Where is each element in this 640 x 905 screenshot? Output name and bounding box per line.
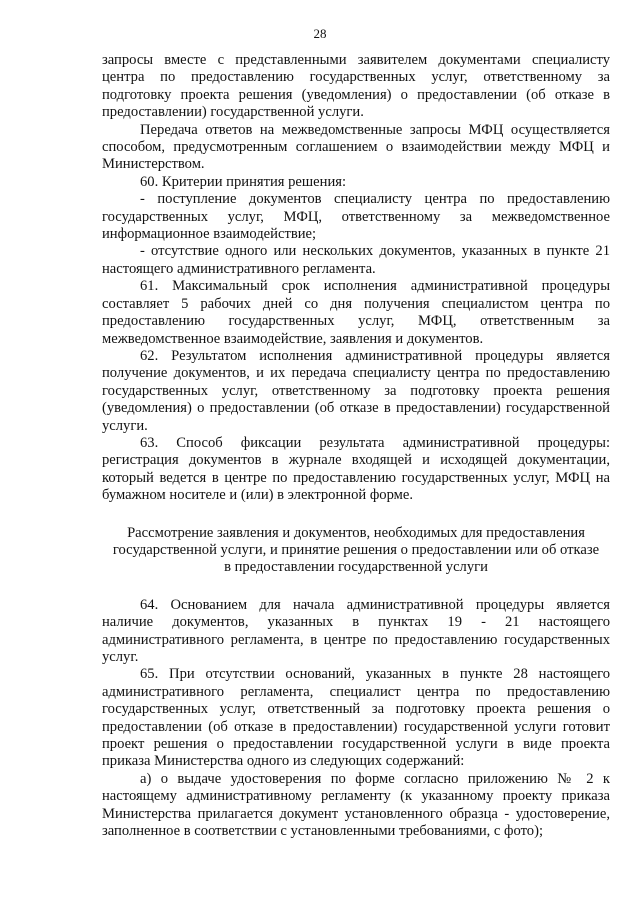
paragraph-continuation: запросы вместе с представленными заявителем документами специалисту центра по предоставлению государственных услуг, ответственному за подготовку проекта решения (уведомления) о предоставлении (об отказе в предоставлении) государственной услуги. [102,52,610,121]
paragraph-mfc-transfer: Передача ответов на межведомственные запросы МФЦ осуществляется способом, предусмотренным соглашением о взаимодействии между МФЦ и Министерством. [102,121,610,173]
page-number: 28 [313,26,327,41]
paragraph-63-recording: 63. Способ фиксации результата административной процедуры: регистрация документов в журнале входящей и исходящей документации, который ведется в центре по предоставлению государственных услуг, МФЦ на бумажном носителе и (или) в электронной форме. [102,434,610,504]
document-body [102,52,610,840]
paragraph-criteria-item-1: - поступление документов специалисту центра по предоставлению государственных услуг, МФЦ, ответственному за межведомственное информационное взаимодействие; [102,191,610,243]
paragraph-61-term: 61. Максимальный срок исполнения административной процедуры составляет 5 рабочих дней со дня получения специалистом центра по предоставлению государственных услуг, МФЦ, ответственным за межведомственное взаимодействие, заявления и документов. [102,278,610,347]
paragraph-65a-certificate: а) о выдаче удостоверения по форме согласно приложению № 2 к настоящему административному регламенту (к указанному проекту приказа Министерства прилагается документ установленного образца - удостоверение, заполненное в соответствии с установленными требованиями, с фото); [102,770,610,840]
paragraph-65-draft: 65. При отсутствии оснований, указанных в пункте 28 настоящего административного регламента, специалист центра по предоставлению государственных услуг, ответственный за подготовку проекта решения о предоставлении (об отказе в предоставлении) государственной услуги готовит проект решения о предоставлении государственной услуги в виде проекта приказа Министерства одного из следующих содержаний: [102,666,610,770]
paragraph-60-criteria: 60. Критерии принятия решения: [140,173,347,190]
section-heading: Рассмотрение заявления и документов, необходимых для предоставления государственной услуги, и принятие решения о предоставлении или об отказе в предоставлении государственной услуги [112,524,600,576]
paragraph-62-result: 62. Результатом исполнения административной процедуры является получение документов, и их передача специалисту центра по предоставлению государственных услуг, ответственному за подготовку проекта решения (уведомления) о предоставлении (об отказе в предоставлении) государственной услуги. [102,347,610,434]
paragraph-criteria-item-2: - отсутствие одного или нескольких документов, указанных в пункте 21 настоящего административного регламента. [102,243,610,277]
paragraph-64-basis: 64. Основанием для начала административной процедуры является наличие документов, указанных в пунктах 19 - 21 настоящего административного регламента, в центре по предоставлению государственных услуг. [102,596,610,665]
